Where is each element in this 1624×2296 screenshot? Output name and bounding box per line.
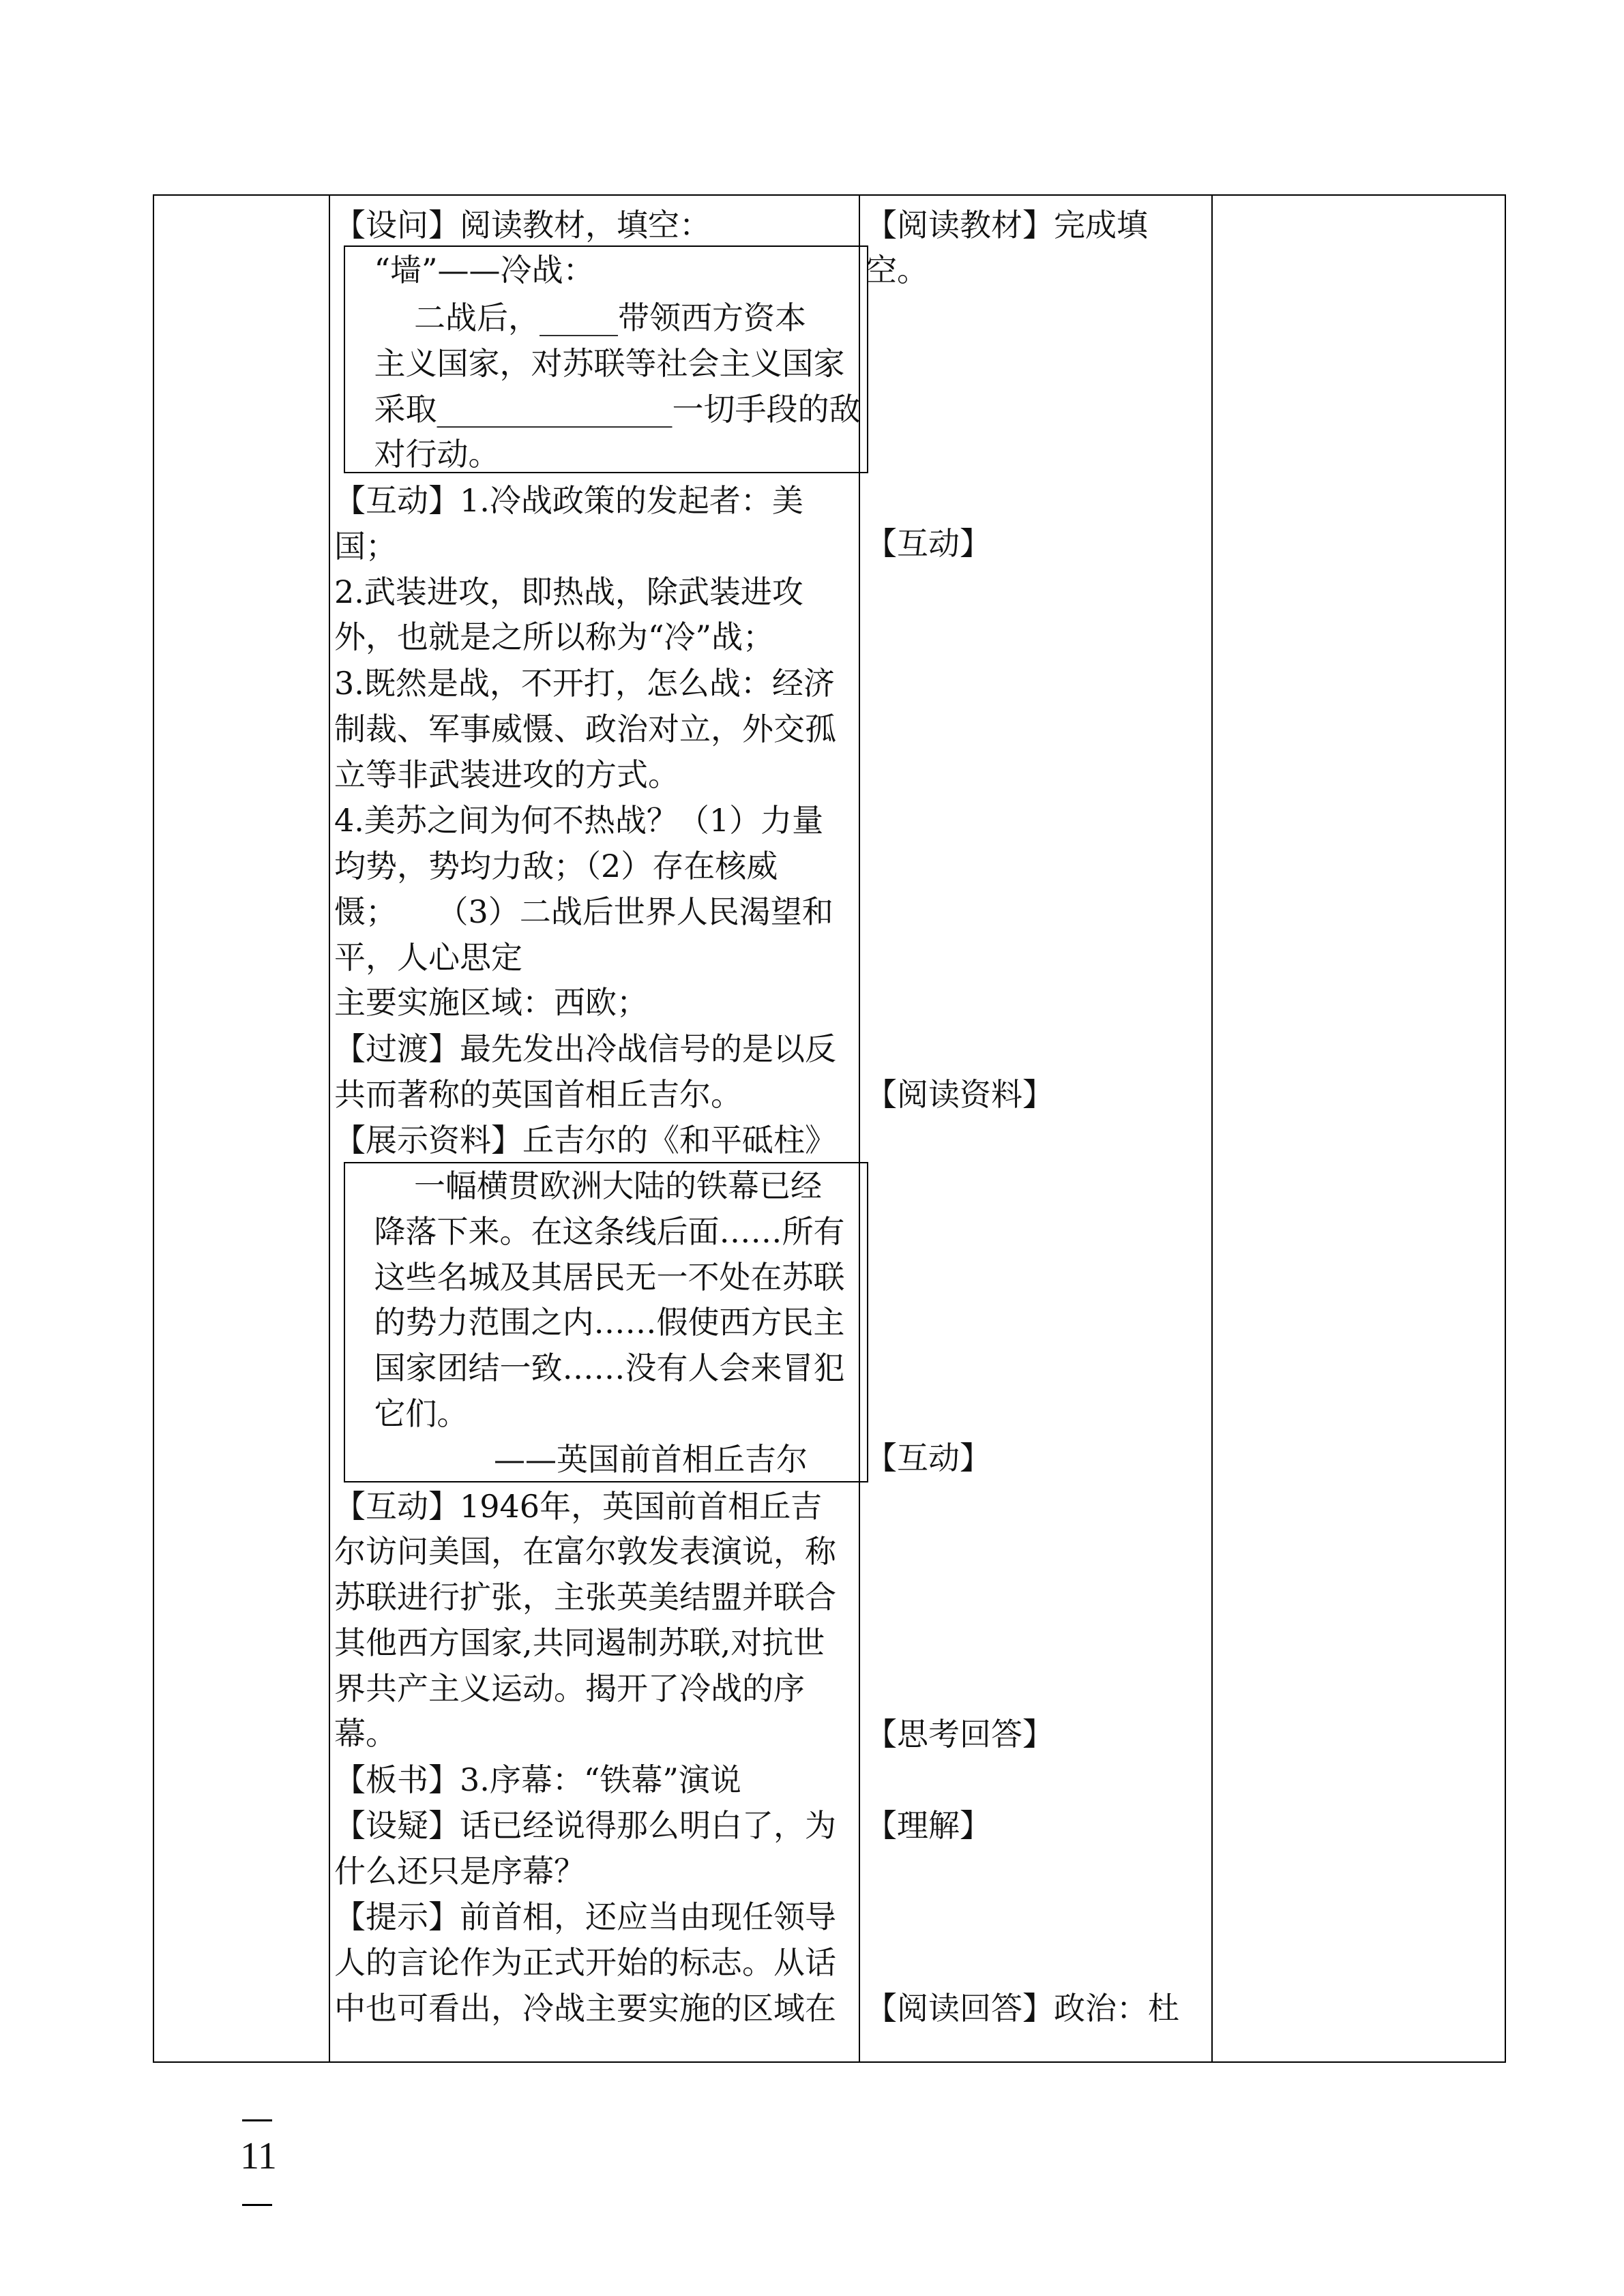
teacher-text-line: 【互动】1946年，英国前首相丘吉 bbox=[334, 1488, 823, 1525]
teacher-text-line: 的势力范围之内……假使西方民主 bbox=[334, 1304, 845, 1341]
student-text-line: 【阅读教材】完成填 bbox=[866, 207, 1148, 243]
empty-right-cell bbox=[1212, 195, 1505, 2062]
teacher-text-line: 主义国家，对苏联等社会主义国家 bbox=[334, 345, 845, 382]
empty-left-cell bbox=[153, 195, 329, 2062]
teacher-text-line: 主要实施区域：西欧； bbox=[334, 984, 648, 1021]
teacher-text-line: 苏联进行扩张，主张英美结盟并联合 bbox=[334, 1579, 836, 1615]
teacher-text-line: 【过渡】最先发出冷战信号的是以反 bbox=[334, 1030, 836, 1067]
teacher-text-line: 采取_______________一切手段的敌 bbox=[334, 391, 861, 428]
teacher-text-line: 【提示】前首相，还应当由现任领导 bbox=[334, 1898, 836, 1935]
teacher-text-line: 均势，势均力敌；（2）存在核威 bbox=[334, 848, 778, 884]
lesson-plan-table bbox=[153, 194, 1506, 2063]
student-text-line: 【互动】 bbox=[866, 1440, 991, 1476]
teacher-activity-content bbox=[330, 196, 859, 2061]
teacher-text-line: 一幅横贯欧洲大陆的铁幕已经 bbox=[334, 1167, 822, 1204]
student-text-line: 【思考回答】 bbox=[866, 1716, 1054, 1753]
table-row bbox=[153, 195, 1505, 2062]
teacher-text-line: 它们。 bbox=[334, 1395, 469, 1432]
teacher-text-line: 对行动。 bbox=[334, 436, 500, 473]
teacher-text-line: 【板书】3.序幕：“铁幕”演说 bbox=[334, 1761, 741, 1798]
teacher-text-line: 界共产主义运动。揭开了冷战的序 bbox=[334, 1670, 805, 1707]
teacher-text-line: 中也可看出，冷战主要实施的区域在 bbox=[334, 1990, 836, 2027]
student-text-line: 【阅读回答】政治：杜 bbox=[866, 1990, 1179, 2027]
teacher-text-line: “墙”——冷战： bbox=[334, 252, 595, 288]
teacher-text-line: 什么还只是序幕？ bbox=[334, 1853, 585, 1890]
student-activity-cell bbox=[859, 195, 1212, 2062]
teacher-text-line: 国； bbox=[334, 528, 397, 565]
teacher-activity-cell bbox=[329, 195, 859, 2062]
teacher-text-line: 2.武装进攻，即热战，除武装进攻 bbox=[334, 573, 803, 610]
teacher-text-line: 其他西方国家,共同遏制苏联,对抗世 bbox=[334, 1624, 825, 1661]
teacher-text-line: 二战后，_____带领西方资本 bbox=[334, 299, 806, 336]
teacher-text-line: 外，也就是之所以称为“冷”战； bbox=[334, 618, 775, 655]
teacher-text-line: 人的言论作为正式开始的标志。从话 bbox=[334, 1944, 836, 1981]
teacher-text-line: 【互动】1.冷战政策的发起者：美 bbox=[334, 482, 803, 519]
page-dash-bottom bbox=[242, 2204, 272, 2206]
teacher-text-line: 【展示资料】丘吉尔的《和平砥柱》 bbox=[334, 1122, 836, 1159]
student-activity-content bbox=[860, 196, 1211, 2061]
teacher-text-line: 共而著称的英国首相丘吉尔。 bbox=[334, 1076, 742, 1113]
student-text-line: 【互动】 bbox=[866, 525, 991, 562]
teacher-text-line: 平，人心思定 bbox=[334, 939, 522, 976]
teacher-text-line: ——英国前首相丘吉尔 bbox=[334, 1441, 808, 1478]
teacher-text-line: 降落下来。在这条线后面……所有 bbox=[334, 1213, 845, 1250]
teacher-text-line: 慑； （3）二战后世界人民渴望和 bbox=[334, 893, 833, 930]
teacher-text-line: 制裁、军事威慑、政治对立，外交孤 bbox=[334, 711, 836, 747]
teacher-text-line: 【设疑】话已经说得那么明白了，为 bbox=[334, 1807, 836, 1844]
teacher-text-line: 3.既然是战，不开打，怎么战：经济 bbox=[334, 665, 835, 702]
teacher-text-line: 这些名城及其居民无一不处在苏联 bbox=[334, 1259, 845, 1296]
page-dash-top bbox=[242, 2119, 272, 2121]
page-number: 11 bbox=[240, 2135, 277, 2177]
teacher-text-line: 幕。 bbox=[334, 1715, 397, 1752]
student-text-line: 【理解】 bbox=[866, 1807, 991, 1844]
teacher-text-line: 立等非武装进攻的方式。 bbox=[334, 756, 679, 793]
student-text-line: 【阅读资料】 bbox=[866, 1076, 1054, 1113]
teacher-text-line: 国家团结一致……没有人会来冒犯 bbox=[334, 1350, 845, 1386]
student-text-line: 空。 bbox=[866, 252, 928, 288]
teacher-text-line: 【设问】阅读教材，填空： bbox=[334, 207, 711, 243]
teacher-text-line: 尔访问美国，在富尔敦发表演说，称 bbox=[334, 1533, 836, 1570]
teacher-text-line: 4.美苏之间为何不热战？（1）力量 bbox=[334, 802, 824, 839]
